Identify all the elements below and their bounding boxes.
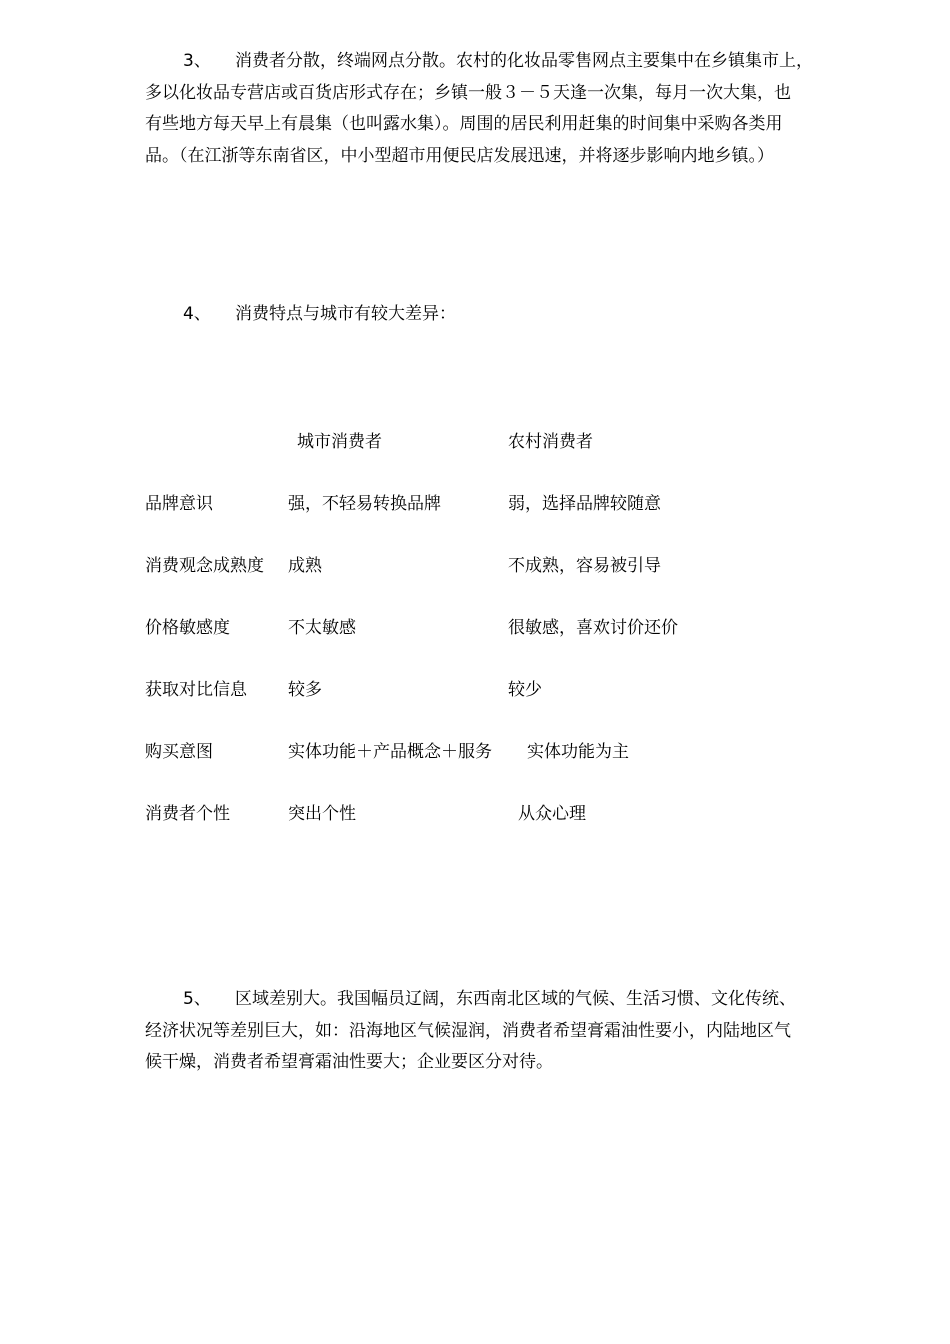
paragraph-line: 品。（在江浙等东南省区，中小型超市用便民店发展迅速，并将逐步影响内地乡镇。）	[145, 146, 774, 167]
paragraph-section-4	[145, 299, 875, 331]
paragraph-line: 经济状况等差别巨大，如：沿海地区气候湿润，消费者希望膏霜油性要小，内陆地区气	[145, 1020, 791, 1041]
urban-value: 实体功能＋产品概念＋服务	[288, 742, 492, 762]
rural-value: 弱，选择品牌较随意	[508, 494, 661, 514]
section-number: 4、	[183, 304, 211, 324]
paragraph-line	[145, 299, 875, 331]
urban-value: 成熟	[288, 556, 322, 576]
urban-value: 较多	[288, 680, 322, 700]
paragraph-section-3	[145, 46, 875, 173]
urban-value: 强，不轻易转换品牌	[288, 494, 441, 514]
row-label: 品牌意识	[145, 494, 213, 514]
row-label: 购买意图	[145, 742, 213, 762]
paragraph-text: 区域差别大。我国幅员辽阔，东西南北区域的气候、生活习惯、文化传统、	[235, 989, 796, 1009]
section-number: 3、	[183, 51, 211, 71]
rural-value: 实体功能为主	[527, 742, 629, 762]
column-header-urban: 城市消费者	[297, 432, 382, 452]
row-label: 消费者个性	[145, 804, 230, 824]
row-label: 消费观念成熟度	[145, 556, 264, 576]
row-label: 价格敏感度	[145, 618, 230, 638]
rural-value: 不成熟，容易被引导	[508, 556, 661, 576]
rural-value: 从众心理	[518, 804, 586, 824]
rural-value: 较少	[508, 680, 542, 700]
paragraph-line: 有些地方每天早上有晨集（也叫露水集）。周围的居民利用赶集的时间集中采购各类用	[145, 114, 783, 135]
column-header-rural: 农村消费者	[508, 432, 593, 452]
paragraph-text: 消费者分散，终端网点分散。农村的化妆品零售网点主要集中在乡镇集市上，	[235, 51, 813, 71]
row-label: 获取对比信息	[145, 680, 247, 700]
urban-value: 突出个性	[288, 804, 356, 824]
paragraph-line	[145, 46, 875, 78]
paragraph-line: 候干燥，消费者希望膏霜油性要大；企业要区分对待。	[145, 1052, 553, 1073]
paragraph-text: 消费特点与城市有较大差异：	[235, 304, 456, 324]
paragraph-line	[145, 984, 875, 1016]
rural-value: 很敏感，喜欢讨价还价	[508, 618, 678, 638]
paragraph-line: 多以化妆品专营店或百货店形式存在；乡镇一般３－５天逢一次集，每月一次大集，也	[145, 82, 791, 103]
paragraph-section-5	[145, 984, 875, 1079]
urban-value: 不太敏感	[288, 618, 356, 638]
section-number: 5、	[183, 989, 211, 1009]
